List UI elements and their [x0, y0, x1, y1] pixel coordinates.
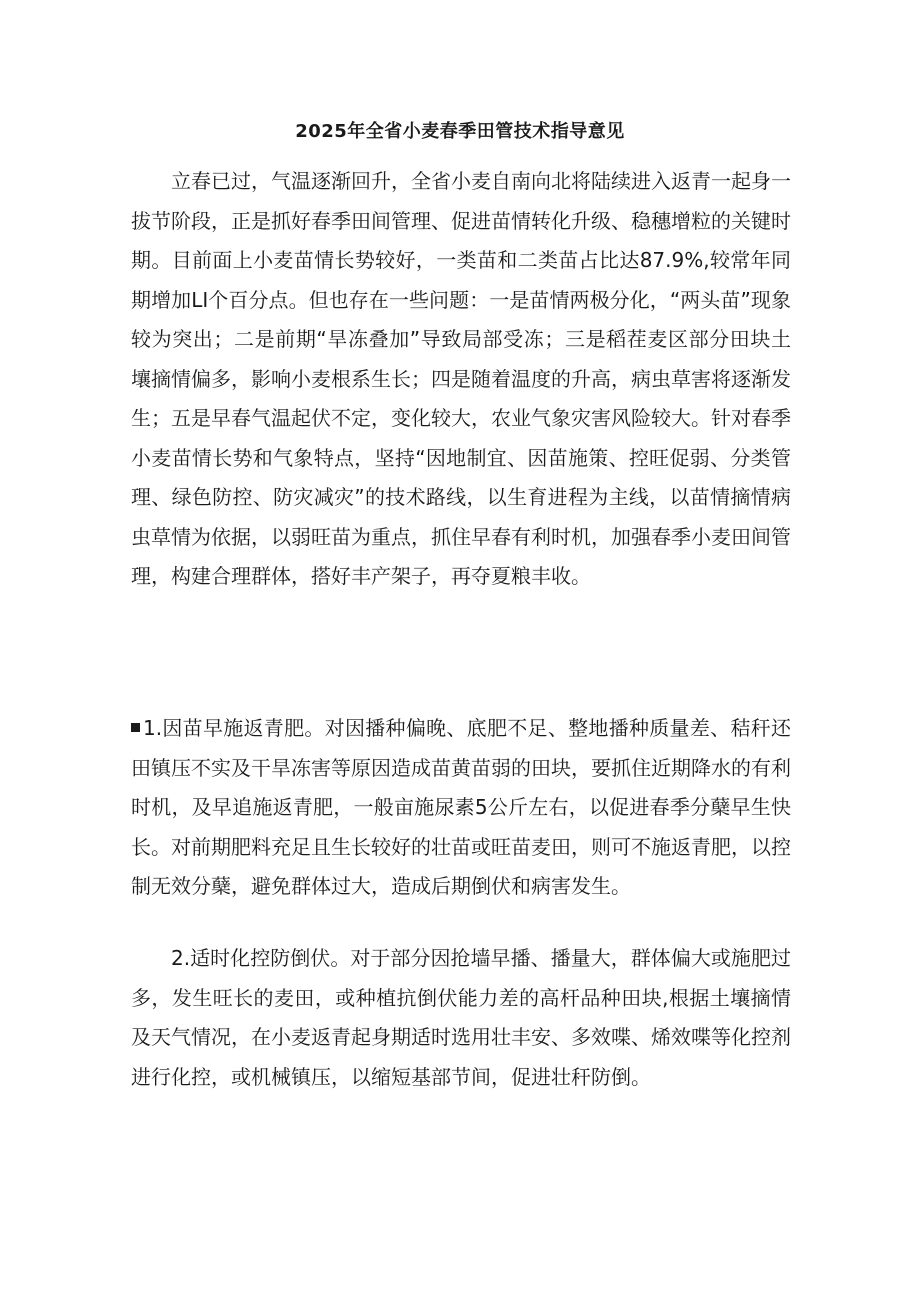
item-1-paragraph: [131, 709, 791, 907]
item-2-paragraph: 2.适时化控防倒伏。对于部分因抢墙早播、播量大，群体偏大或施肥过多，发生旺长的麦田，或种植抗倒伏能力差的高杆品种田块,根据土壤摘情及天气情况，在小麦返青起身期适时选用壮丰安、多效喋、烯效喋等化控剂进行化控，或机械镇压，以缩短基部节间，促进壮秆防倒。: [131, 946, 791, 1089]
square-bullet-icon: [131, 723, 140, 732]
item-1-text: 1.因苗早施返青肥。对因播种偏晚、底肥不足、整地播种质量差、秸秆还田镇压不实及干旱冻害等原因造成苗黄苗弱的田块，要抓住近期降水的有利时机，及早追施返青肥，一般亩施尿素5公斤左右，以促进春季分蘖早生快长。对前期肥料充足且生长较好的壮苗或旺苗麦田，则可不施返青肥，以控制无效分蘖，避免群体过大，造成后期倒伏和病害发生。: [131, 716, 791, 898]
intro-paragraph: 立春已过，气温逐渐回升，全省小麦自南向北将陆续进入返青一起身一拔节阶段，正是抓好春季田间管理、促进苗情转化升级、稳穗增粒的关键时期。目前面上小麦苗情长势较好，一类苗和二类苗占比达87.9%,较常年同期增加LI个百分点。但也存在一些问题：一是苗情两极分化，“两头苗”现象较为突出；二是前期“旱冻叠加”导致局部受冻；三是稻茬麦区部分田块土壤摘情偏多，影响小麦根系生长；四是随着温度的升高，病虫草害将逐渐发生；五是早春气温起伏不定，变化较大，农业气象灾害风险较大。针对春季小麦苗情长势和气象特点，坚持“因地制宜、因苗施策、控旺促弱、分类管理、绿色防控、防灾减灾”的技术路线，以生育进程为主线，以苗情摘情病虫草情为依据，以弱旺苗为重点，抓住早春有利时机，加强春季小麦田间管理，构建合理群体，搭好丰产架子，再夺夏粮丰收。: [131, 169, 791, 588]
document-title: 2025年全省小麦春季田管技术指导意见: [295, 121, 625, 142]
